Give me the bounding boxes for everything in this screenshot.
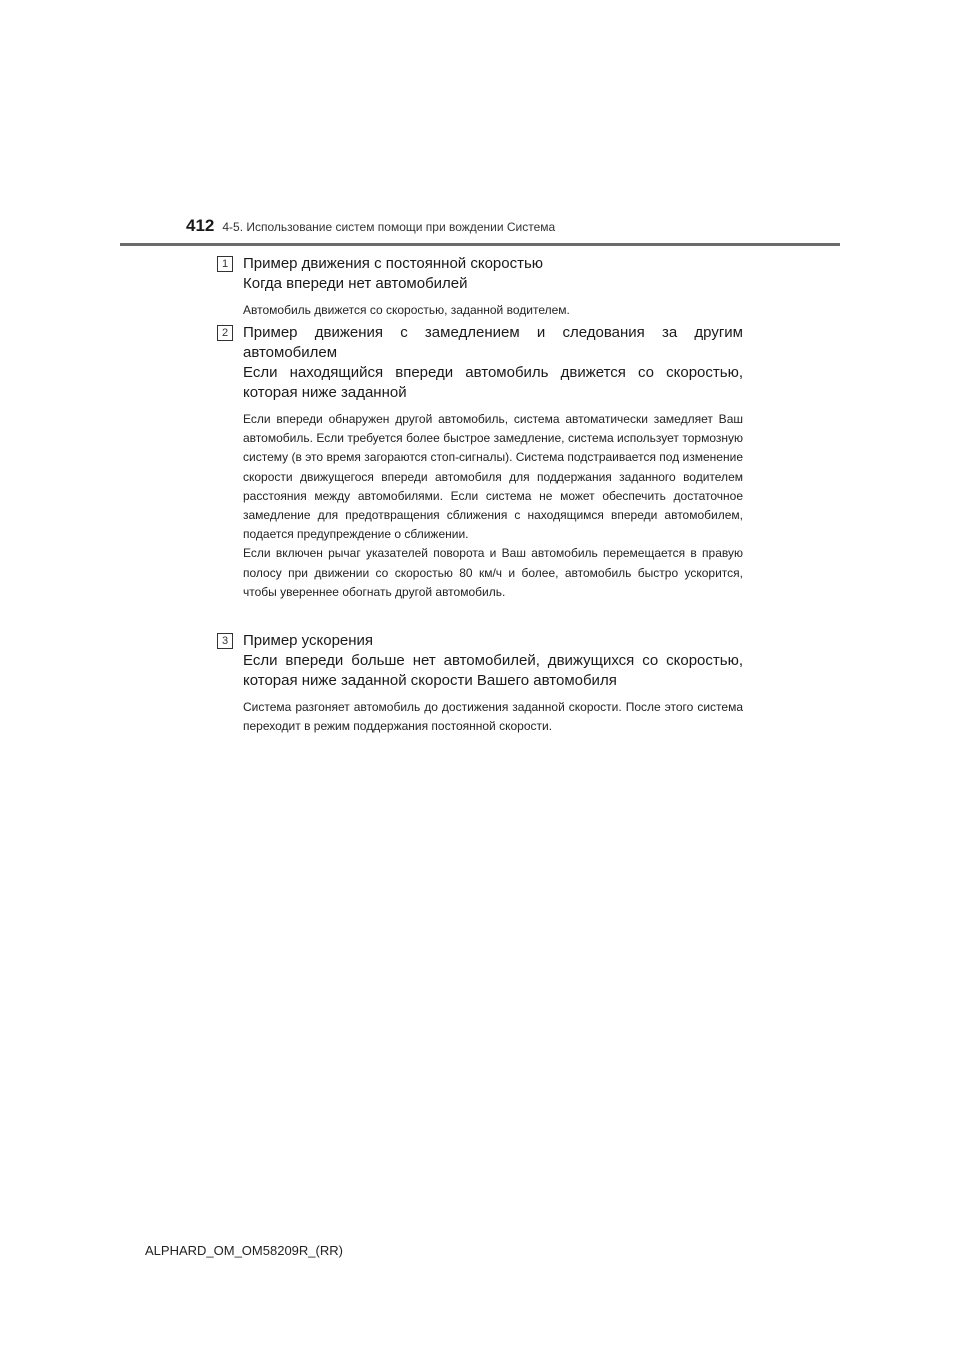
item-description — [243, 410, 743, 602]
list-item-acceleration — [221, 631, 743, 736]
list-item-deceleration — [221, 323, 743, 602]
item-heading-line: Если находящийся впереди автомобиль движется со скоростью, которая ниже заданной — [243, 364, 743, 401]
item-description — [243, 301, 743, 320]
item-heading-line: Когда впереди нет автомобилей — [243, 275, 468, 292]
item-number-badge: 1 — [217, 256, 233, 272]
document-footer-code: ALPHARD_OM_OM58209R_(RR) — [145, 1243, 343, 1258]
item-heading-line: Пример ускорения — [243, 632, 374, 649]
item-heading — [243, 254, 743, 294]
item-heading-line: Пример движения с замедлением и следования за другим автомобилем — [243, 324, 743, 361]
item-description-paragraph: Если включен рычаг указателей поворота и Ваш автомобиль перемещается в правую полосу при движении со скоростью 80 км/ч и более, автомобиль быстро ускорится, чтобы увереннее обогнать другой автомобиль. — [243, 546, 743, 599]
item-heading-line: Если впереди больше нет автомобилей, движущихся со скоростью, которая ниже заданной скорости Вашего автомобиля — [243, 652, 743, 689]
item-heading — [243, 323, 743, 403]
item-description — [243, 698, 743, 736]
item-description-paragraph: Автомобиль движется со скоростью, заданной водителем. — [243, 303, 570, 317]
item-description-paragraph: Система разгоняет автомобиль до достижения заданной скорости. После этого система переходит в режим поддержания постоянной скорости. — [243, 700, 743, 734]
page-header — [186, 216, 555, 238]
section-title: 4-5. Использование систем помощи при вождении Система — [222, 220, 556, 234]
item-heading — [243, 631, 743, 691]
item-heading-line: Пример движения с постоянной скоростью — [243, 255, 544, 272]
item-description-paragraph: Если впереди обнаружен другой автомобиль, система автоматически замедляет Ваш автомобиль. Если требуется более быстрое замедление, система использует тормозную систему (в это время загораются стоп-сигналы). Система подстраивается под изменение скорости движущегося впереди автомобиля для поддержания заданного водителем расстояния между автомобилями. Если система не может обеспечить достаточное замедление для предотвращения сближения с находящимся впереди автомобилем, подается предупреждение о сближении. — [243, 412, 743, 542]
list-item-constant-speed — [221, 254, 743, 320]
item-number-badge: 2 — [217, 325, 233, 341]
header-divider — [120, 243, 840, 246]
item-number-badge: 3 — [217, 633, 233, 649]
page-number: 412 — [186, 216, 215, 235]
